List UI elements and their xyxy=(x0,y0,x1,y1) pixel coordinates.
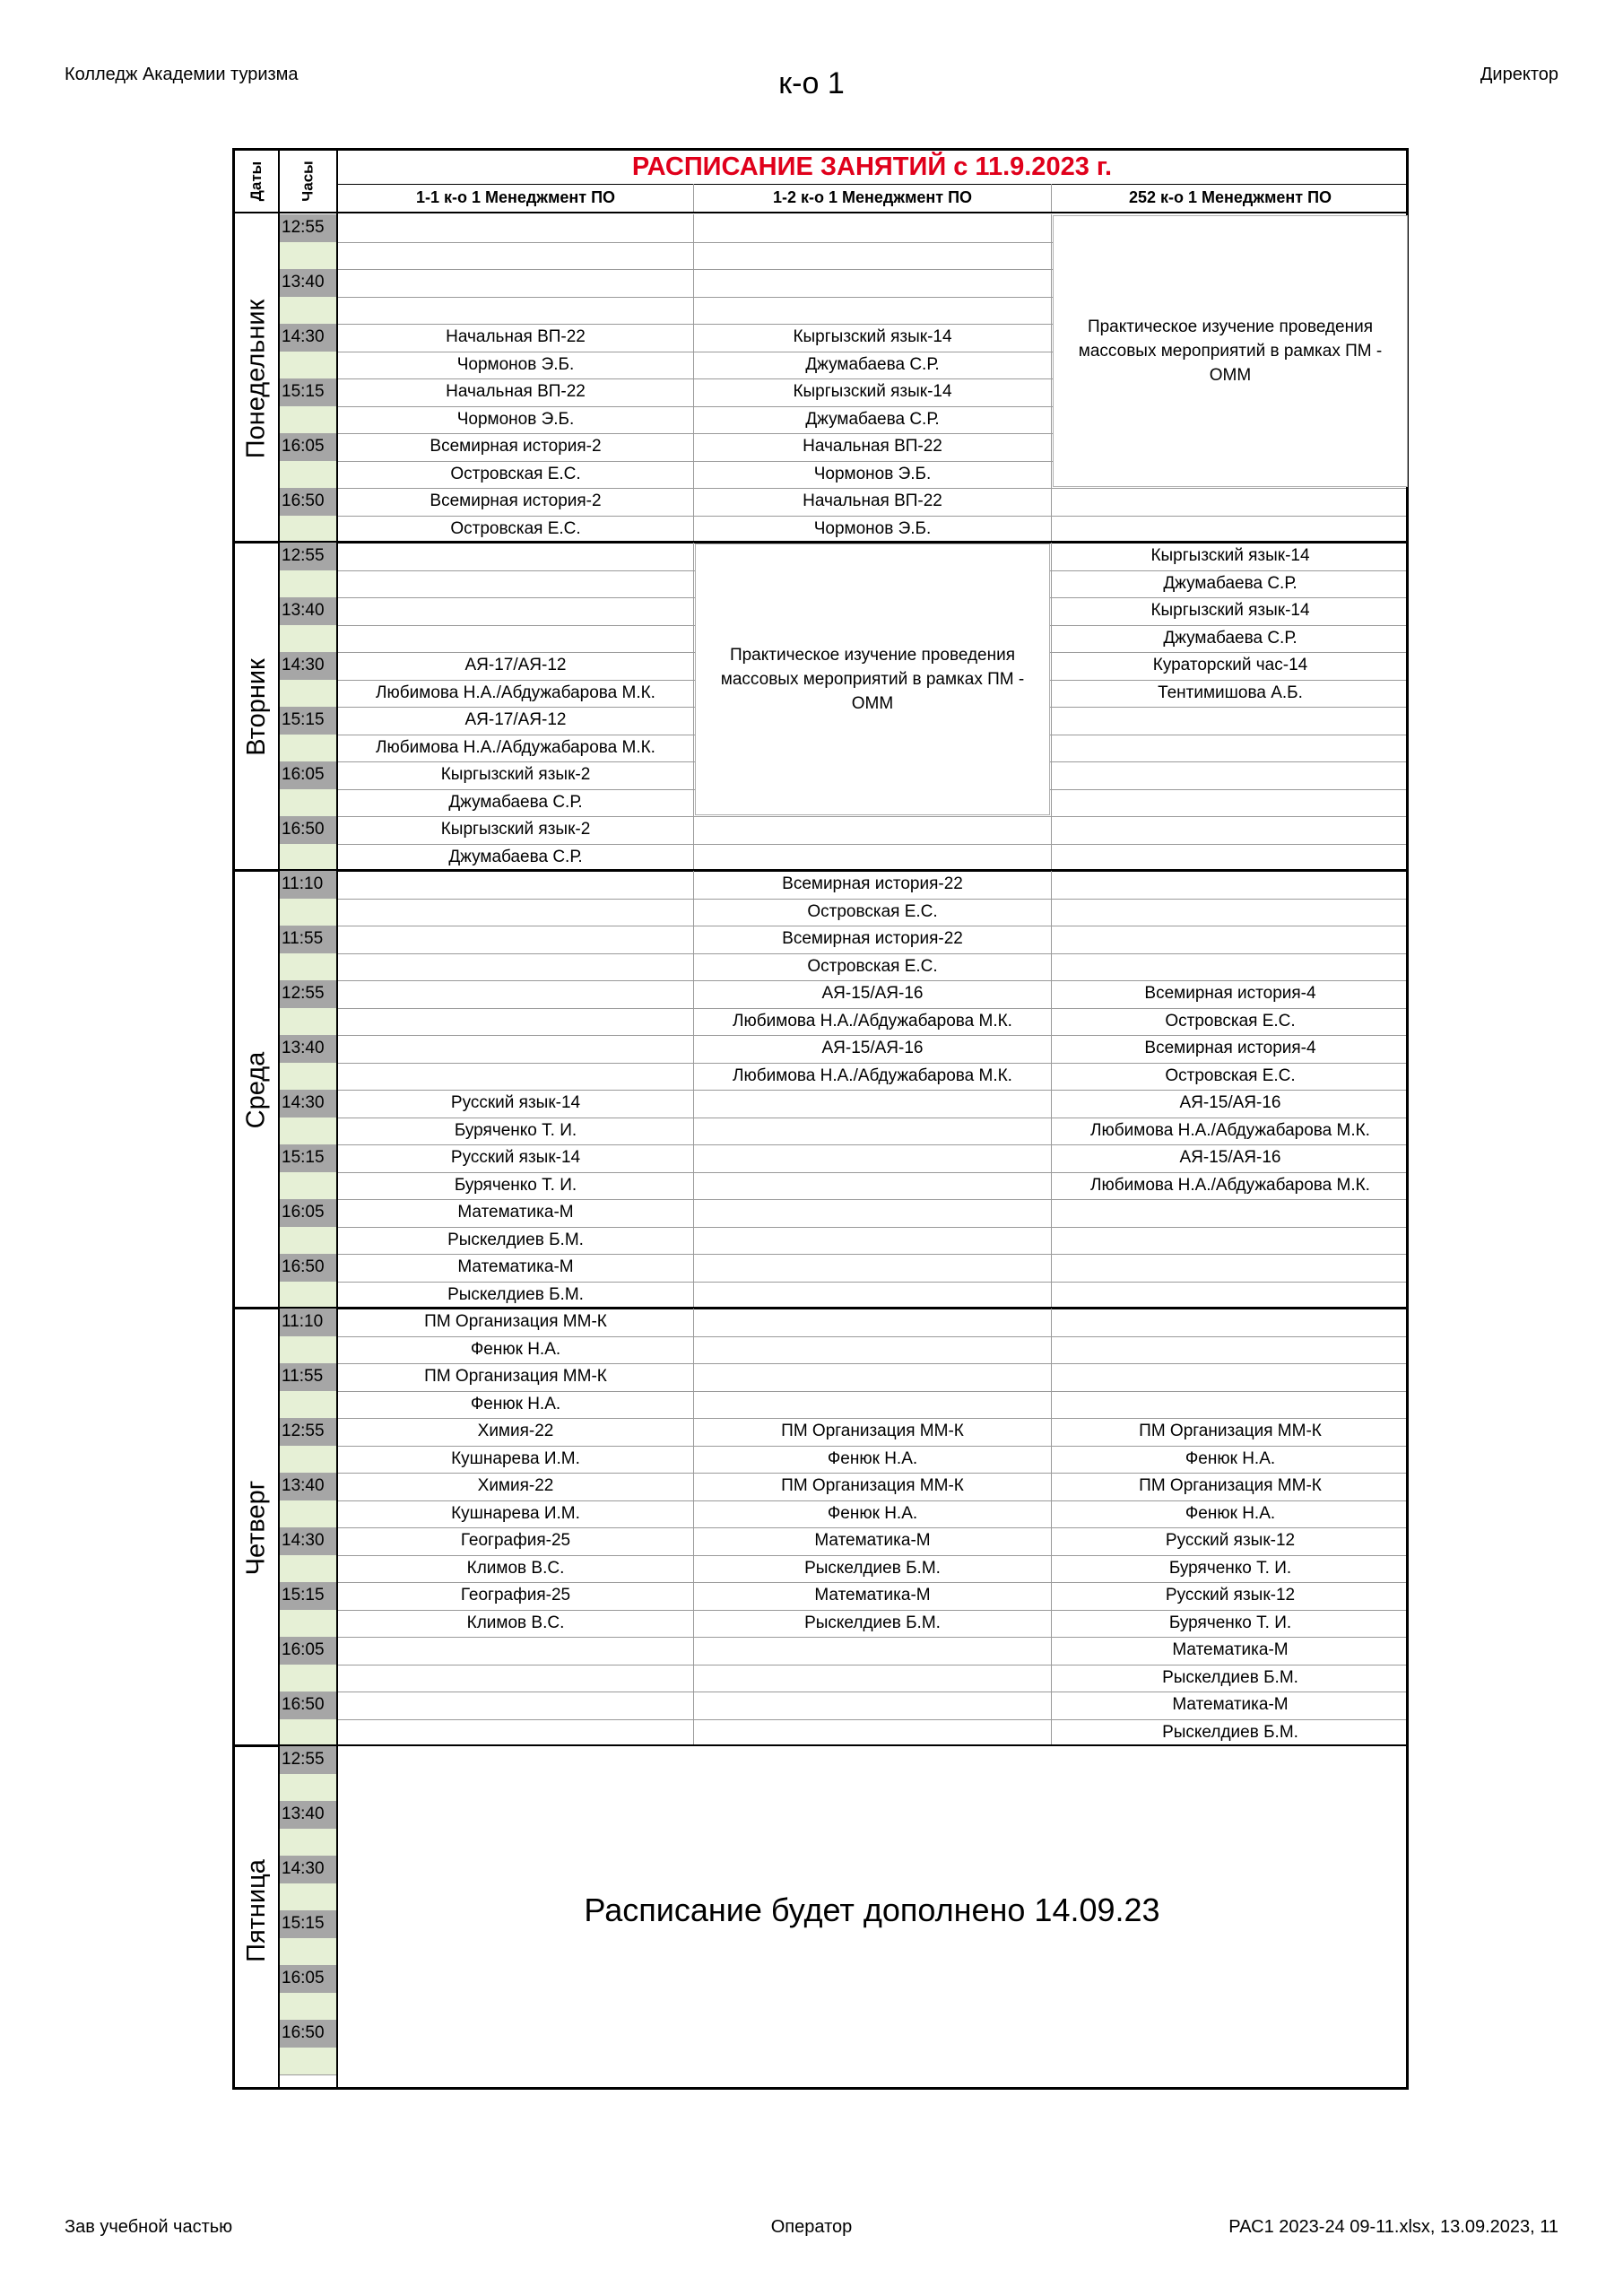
day-name: Среда xyxy=(241,1051,271,1128)
time-cell-light xyxy=(280,1063,336,1091)
schedule-cell: Джумабаева С.Р. xyxy=(448,847,583,866)
time-cell-light xyxy=(280,680,336,708)
schedule-cell xyxy=(1052,953,1409,980)
schedule-cell: Всемирная история-2 xyxy=(430,437,602,456)
schedule-cell: Чормонов Э.Б. xyxy=(456,354,575,374)
day-name: Вторник xyxy=(241,657,271,756)
schedule-cell xyxy=(694,1227,1051,1254)
schedule-cell xyxy=(694,1144,1051,1171)
time-label: 13:40 xyxy=(282,1805,325,1823)
schedule-cell xyxy=(1052,1227,1409,1254)
time-cell-light xyxy=(280,1336,336,1364)
schedule-cell: Русский язык-14 xyxy=(450,1148,581,1167)
time-cell-light xyxy=(280,1665,336,1692)
time-label: 16:50 xyxy=(282,2023,325,2042)
merged-cell-text: Практическое изучение проведения массовых мероприятий в рамках ПМ - ОММ xyxy=(720,646,1025,713)
schedule-cell: АЯ-17/АЯ-12 xyxy=(464,710,567,729)
schedule-cell: Русский язык-14 xyxy=(450,1093,581,1112)
time-cell-light xyxy=(280,1391,336,1419)
schedule-cell xyxy=(694,214,1051,241)
schedule-cell: Кыргызский язык-14 xyxy=(1150,601,1310,620)
time-label: 12:55 xyxy=(282,1750,325,1769)
schedule-cell: Фенюк Н.А. xyxy=(827,1503,918,1523)
footer-operator: Оператор xyxy=(770,2217,853,2237)
column-rule xyxy=(693,1309,694,1746)
schedule-cell: Математика-М xyxy=(457,1257,574,1276)
schedule-cell: АЯ-17/АЯ-12 xyxy=(464,656,567,674)
time-label: 15:15 xyxy=(282,1914,325,1933)
schedule-cell xyxy=(1052,488,1409,515)
schedule-cell: Любимова Н.А./Абдужабарова М.К. xyxy=(733,1065,1012,1085)
day-label-2 xyxy=(235,871,278,1309)
schedule-cell: География-25 xyxy=(460,1531,571,1550)
schedule-cell: Рыскелдиев Б.М. xyxy=(804,1558,941,1578)
schedule-cell: Рыскелдиев Б.М. xyxy=(804,1613,941,1632)
schedule-cell: Островская Е.С. xyxy=(450,464,581,483)
time-cell-light xyxy=(280,1227,336,1255)
schedule-cell xyxy=(1052,1254,1409,1281)
schedule-cell: Всемирная история-22 xyxy=(782,874,963,893)
time-label: 11:10 xyxy=(282,1312,324,1331)
time-cell-light xyxy=(280,953,336,981)
schedule-cell xyxy=(338,625,693,652)
time-label: 13:40 xyxy=(282,1476,325,1495)
schedule-cell: Кураторский час-14 xyxy=(1152,656,1308,674)
schedule-cell: Кыргызский язык-14 xyxy=(793,327,952,346)
column-header-1-2: 1-2 к-о 1 Менеджмент ПО xyxy=(772,188,973,206)
time-cell-light xyxy=(280,516,336,544)
time-cell-light xyxy=(280,1118,336,1145)
time-label: 14:30 xyxy=(282,1859,325,1878)
schedule-cell: Островская Е.С. xyxy=(1165,1011,1296,1031)
time-label: 16:05 xyxy=(282,437,325,456)
schedule-cell: Джумабаева С.Р. xyxy=(448,792,583,812)
time-label: 15:15 xyxy=(282,1148,325,1167)
schedule-table xyxy=(232,148,1409,2090)
schedule-cell xyxy=(338,269,693,296)
schedule-cell: Математика-М xyxy=(814,1586,931,1605)
schedule-cell: Русский язык-12 xyxy=(1165,1586,1296,1605)
schedule-cell: Всемирная история-4 xyxy=(1144,984,1316,1003)
schedule-cell: Климов В.С. xyxy=(466,1558,565,1578)
schedule-cell xyxy=(1052,1199,1409,1226)
day-label-1 xyxy=(235,543,278,871)
merged-cell xyxy=(1053,215,1408,487)
schedule-cell xyxy=(1052,707,1409,734)
schedule-cell: Фенюк Н.А. xyxy=(1185,1448,1276,1468)
schedule-cell xyxy=(338,1719,693,1746)
schedule-cell xyxy=(1052,761,1409,788)
time-cell-light xyxy=(280,1500,336,1528)
schedule-cell xyxy=(1052,735,1409,761)
time-cell-light xyxy=(280,2048,336,2075)
schedule-cell xyxy=(694,242,1051,269)
schedule-cell xyxy=(338,1035,693,1062)
schedule-cell xyxy=(694,297,1051,324)
time-label: 14:30 xyxy=(282,1093,325,1112)
schedule-cell: Кыргызский язык-14 xyxy=(1150,546,1310,565)
time-cell-light xyxy=(280,1446,336,1474)
schedule-cell: Начальная ВП-22 xyxy=(803,491,942,510)
schedule-cell: Любимова Н.А./Абдужабарова М.К. xyxy=(1090,1175,1370,1195)
time-cell-light xyxy=(280,297,336,325)
time-rule xyxy=(280,2074,336,2075)
header-rule xyxy=(235,212,1406,213)
schedule-cell: Начальная ВП-22 xyxy=(803,437,942,456)
schedule-cell xyxy=(1052,1336,1409,1363)
footer-academic-head: Зав учебной частью xyxy=(65,2217,233,2237)
schedule-cell xyxy=(338,214,693,241)
schedule-cell: Русский язык-12 xyxy=(1165,1531,1296,1550)
footer-file-info: РАС1 2023-24 09-11.xlsx, 13.09.2023, 11 xyxy=(1228,2217,1558,2237)
schedule-cell xyxy=(1052,1391,1409,1418)
day-name: Понедельник xyxy=(241,299,271,458)
schedule-cell: ПМ Организация ММ-К xyxy=(1139,1476,1322,1495)
time-cell-light xyxy=(280,1282,336,1309)
schedule-cell xyxy=(1052,816,1409,843)
time-label: 16:05 xyxy=(282,1203,325,1222)
schedule-cell: АЯ-15/АЯ-16 xyxy=(1179,1148,1281,1167)
schedule-cell xyxy=(694,816,1051,843)
day-name: Четверг xyxy=(241,1480,271,1575)
schedule-cell: Чормонов Э.Б. xyxy=(813,518,932,538)
time-label: 15:15 xyxy=(282,710,325,729)
schedule-cell: Островская Е.С. xyxy=(807,956,938,976)
schedule-cell: Фенюк Н.А. xyxy=(470,1394,561,1413)
column-rule xyxy=(1051,214,1052,543)
schedule-cell: Чормонов Э.Б. xyxy=(813,464,932,483)
schedule-cell: Всемирная история-2 xyxy=(430,491,602,510)
time-label: 11:10 xyxy=(282,874,324,893)
time-cell-light xyxy=(280,570,336,598)
schedule-cell: АЯ-15/АЯ-16 xyxy=(821,1039,924,1057)
time-cell-light xyxy=(280,1172,336,1200)
time-label: 12:55 xyxy=(282,984,325,1003)
time-cell-light xyxy=(280,461,336,489)
schedule-cell: География-25 xyxy=(460,1586,571,1605)
time-label: 16:05 xyxy=(282,1640,325,1659)
time-label: 16:50 xyxy=(282,491,325,510)
schedule-cell xyxy=(1052,1363,1409,1390)
schedule-cell: ПМ Организация ММ-К xyxy=(424,1312,607,1331)
schedule-cell xyxy=(1052,871,1409,898)
schedule-cell: Тентимишова А.Б. xyxy=(1158,683,1303,702)
schedule-cell: Всемирная история-22 xyxy=(782,929,963,948)
schedule-cell xyxy=(694,1090,1051,1117)
time-label: 13:40 xyxy=(282,601,325,620)
title-rule xyxy=(336,184,1406,185)
schedule-cell: Химия-22 xyxy=(477,1422,554,1440)
schedule-cell: Кушнарева И.М. xyxy=(451,1448,580,1468)
schedule-cell: Любимова Н.А./Абдужабарова М.К. xyxy=(376,683,655,702)
time-label: 14:30 xyxy=(282,1531,325,1550)
schedule-cell xyxy=(338,597,693,624)
schedule-cell xyxy=(694,844,1051,871)
schedule-cell: Буряченко Т. И. xyxy=(1168,1613,1292,1632)
schedule-cell: Кыргызский язык-2 xyxy=(440,820,591,839)
time-label: 16:05 xyxy=(282,765,325,784)
day-name: Пятница xyxy=(241,1858,271,1962)
schedule-cell: Рыскелдиев Б.М. xyxy=(1162,1722,1298,1742)
column-rule xyxy=(693,184,694,212)
day-label-4 xyxy=(235,1746,278,2074)
schedule-cell: ПМ Организация ММ-К xyxy=(781,1422,964,1440)
course-label: к-о 1 xyxy=(778,66,845,100)
schedule-cell: Буряченко Т. И. xyxy=(454,1120,577,1140)
time-cell-light xyxy=(280,1938,336,1966)
schedule-cell xyxy=(338,1637,693,1664)
column-rule xyxy=(1051,184,1052,212)
time-label: 11:55 xyxy=(282,1367,324,1386)
schedule-cell: Фенюк Н.А. xyxy=(1185,1503,1276,1523)
schedule-cell xyxy=(694,1282,1051,1309)
schedule-cell: АЯ-15/АЯ-16 xyxy=(821,984,924,1003)
schedule-cell xyxy=(338,570,693,597)
schedule-cell xyxy=(338,953,693,980)
dates-header: Даты xyxy=(247,161,265,202)
schedule-cell: Математика-М xyxy=(1172,1695,1289,1714)
schedule-cell: Островская Е.С. xyxy=(1165,1065,1296,1085)
college-name: Колледж Академии туризма xyxy=(65,65,299,84)
schedule-cell xyxy=(694,1172,1051,1199)
time-cell-light xyxy=(280,625,336,653)
time-cell-light xyxy=(280,735,336,762)
schedule-cell: Рыскелдиев Б.М. xyxy=(1162,1667,1298,1687)
time-label: 13:40 xyxy=(282,273,325,291)
schedule-cell xyxy=(338,297,693,324)
schedule-cell xyxy=(338,980,693,1007)
time-cell-light xyxy=(280,1555,336,1583)
schedule-cell xyxy=(1052,844,1409,871)
hours-header: Часы xyxy=(299,161,317,202)
time-cell-light xyxy=(280,1008,336,1036)
schedule-cell: Буряченко Т. И. xyxy=(1168,1558,1292,1578)
column-header-252: 252 к-о 1 Менеджмент ПО xyxy=(1128,188,1332,206)
schedule-cell: Математика-М xyxy=(814,1531,931,1550)
schedule-cell: АЯ-15/АЯ-16 xyxy=(1179,1093,1281,1112)
schedule-cell: Любимова Н.А./Абдужабарова М.К. xyxy=(1090,1120,1370,1140)
schedule-cell: Джумабаева С.Р. xyxy=(1163,573,1298,593)
schedule-cell xyxy=(694,1309,1051,1335)
schedule-cell: Всемирная история-4 xyxy=(1144,1039,1316,1057)
time-label: 12:55 xyxy=(282,218,325,237)
time-label: 12:55 xyxy=(282,546,325,565)
column-rule xyxy=(1051,543,1052,871)
time-label: 16:05 xyxy=(282,1969,325,1987)
column-rule xyxy=(1051,1309,1052,1746)
schedule-cell: ПМ Организация ММ-К xyxy=(781,1476,964,1495)
time-label: 16:50 xyxy=(282,1695,325,1714)
time-label: 16:50 xyxy=(282,1257,325,1276)
schedule-cell xyxy=(1052,899,1409,926)
schedule-cell: Климов В.С. xyxy=(466,1613,565,1632)
time-cell-light xyxy=(280,1883,336,1911)
schedule-cell: Рыскелдиев Б.М. xyxy=(447,1284,584,1304)
schedule-cell: Фенюк Н.А. xyxy=(827,1448,918,1468)
merged-cell-text: Практическое изучение проведения массовых мероприятий в рамках ПМ - ОММ xyxy=(1078,317,1383,385)
schedule-cell xyxy=(1052,1282,1409,1309)
schedule-cell xyxy=(338,242,693,269)
column-header-1-1: 1-1 к-о 1 Менеджмент ПО xyxy=(415,188,616,206)
schedule-cell: Буряченко Т. И. xyxy=(454,1175,577,1195)
schedule-cell: Кушнарева И.М. xyxy=(451,1503,580,1523)
schedule-cell: Джумабаева С.Р. xyxy=(805,409,940,429)
schedule-cell: Математика-М xyxy=(457,1203,574,1222)
schedule-cell xyxy=(694,1254,1051,1281)
schedule-cell xyxy=(694,1637,1051,1664)
column-rule xyxy=(693,871,694,1309)
time-cell-light xyxy=(280,899,336,926)
schedule-cell: ПМ Организация ММ-К xyxy=(424,1367,607,1386)
schedule-cell xyxy=(338,899,693,926)
schedule-cell: Рыскелдиев Б.М. xyxy=(447,1230,584,1249)
schedule-cell xyxy=(694,1719,1051,1746)
friday-notice: Расписание будет дополнено 14.09.23 xyxy=(338,1746,1406,2074)
schedule-cell: Любимова Н.А./Абдужабарова М.К. xyxy=(733,1011,1012,1031)
time-cell-light xyxy=(280,1829,336,1857)
schedule-cell: Джумабаева С.Р. xyxy=(1163,628,1298,648)
schedule-title: РАСПИСАНИЕ ЗАНЯТИЙ с 11.9.2023 г. xyxy=(631,152,1113,181)
schedule-cell xyxy=(694,1363,1051,1390)
time-label: 11:55 xyxy=(282,929,324,948)
schedule-cell xyxy=(338,1665,693,1692)
day-label-3 xyxy=(235,1309,278,1746)
schedule-cell xyxy=(694,269,1051,296)
schedule-cell xyxy=(694,1336,1051,1363)
schedule-cell: Джумабаева С.Р. xyxy=(805,354,940,374)
schedule-cell: Любимова Н.А./Абдужабарова М.К. xyxy=(376,737,655,757)
schedule-cell xyxy=(694,1118,1051,1144)
schedule-cell xyxy=(338,1008,693,1035)
schedule-cell xyxy=(694,1692,1051,1718)
schedule-cell xyxy=(1052,516,1409,543)
director-label: Директор xyxy=(1480,65,1558,84)
time-cell-light xyxy=(280,352,336,379)
day-label-0 xyxy=(235,214,278,543)
time-label: 16:50 xyxy=(282,820,325,839)
time-cell-light xyxy=(280,406,336,434)
schedule-cell xyxy=(694,1665,1051,1692)
schedule-cell xyxy=(338,543,693,570)
schedule-cell: Начальная ВП-22 xyxy=(446,327,586,346)
time-label: 13:40 xyxy=(282,1039,325,1057)
schedule-cell xyxy=(694,1199,1051,1226)
time-cell-light xyxy=(280,1610,336,1638)
schedule-cell xyxy=(338,871,693,898)
time-cell-light xyxy=(280,242,336,270)
schedule-cell: Островская Е.С. xyxy=(450,518,581,538)
schedule-cell xyxy=(338,1063,693,1090)
time-cell-light xyxy=(280,1719,336,1747)
schedule-cell xyxy=(1052,789,1409,816)
column-rule xyxy=(1051,871,1052,1309)
time-label: 12:55 xyxy=(282,1422,325,1440)
schedule-cell xyxy=(338,1692,693,1718)
schedule-cell: Кыргызский язык-14 xyxy=(793,382,952,401)
time-cell-light xyxy=(280,789,336,817)
schedule-cell xyxy=(694,1391,1051,1418)
schedule-cell: Математика-М xyxy=(1172,1640,1289,1659)
schedule-cell: Кыргызский язык-2 xyxy=(440,765,591,784)
schedule-cell: Начальная ВП-22 xyxy=(446,382,586,401)
schedule-cell xyxy=(1052,926,1409,952)
time-label: 15:15 xyxy=(282,1586,325,1605)
time-label: 14:30 xyxy=(282,656,325,674)
schedule-cell xyxy=(338,926,693,952)
schedule-cell: Чормонов Э.Б. xyxy=(456,409,575,429)
column-rule xyxy=(693,543,694,871)
column-rule xyxy=(693,214,694,543)
schedule-cell xyxy=(1052,1309,1409,1335)
schedule-cell: ПМ Организация ММ-К xyxy=(1139,1422,1322,1440)
time-cell-light xyxy=(280,1993,336,2021)
time-cell-light xyxy=(280,1774,336,1802)
schedule-cell: Фенюк Н.А. xyxy=(470,1339,561,1359)
time-label: 15:15 xyxy=(282,382,325,401)
merged-cell xyxy=(695,544,1050,815)
schedule-cell: Химия-22 xyxy=(477,1476,554,1495)
time-label: 14:30 xyxy=(282,327,325,346)
schedule-cell: Островская Е.С. xyxy=(807,901,938,921)
time-cell-light xyxy=(280,844,336,872)
